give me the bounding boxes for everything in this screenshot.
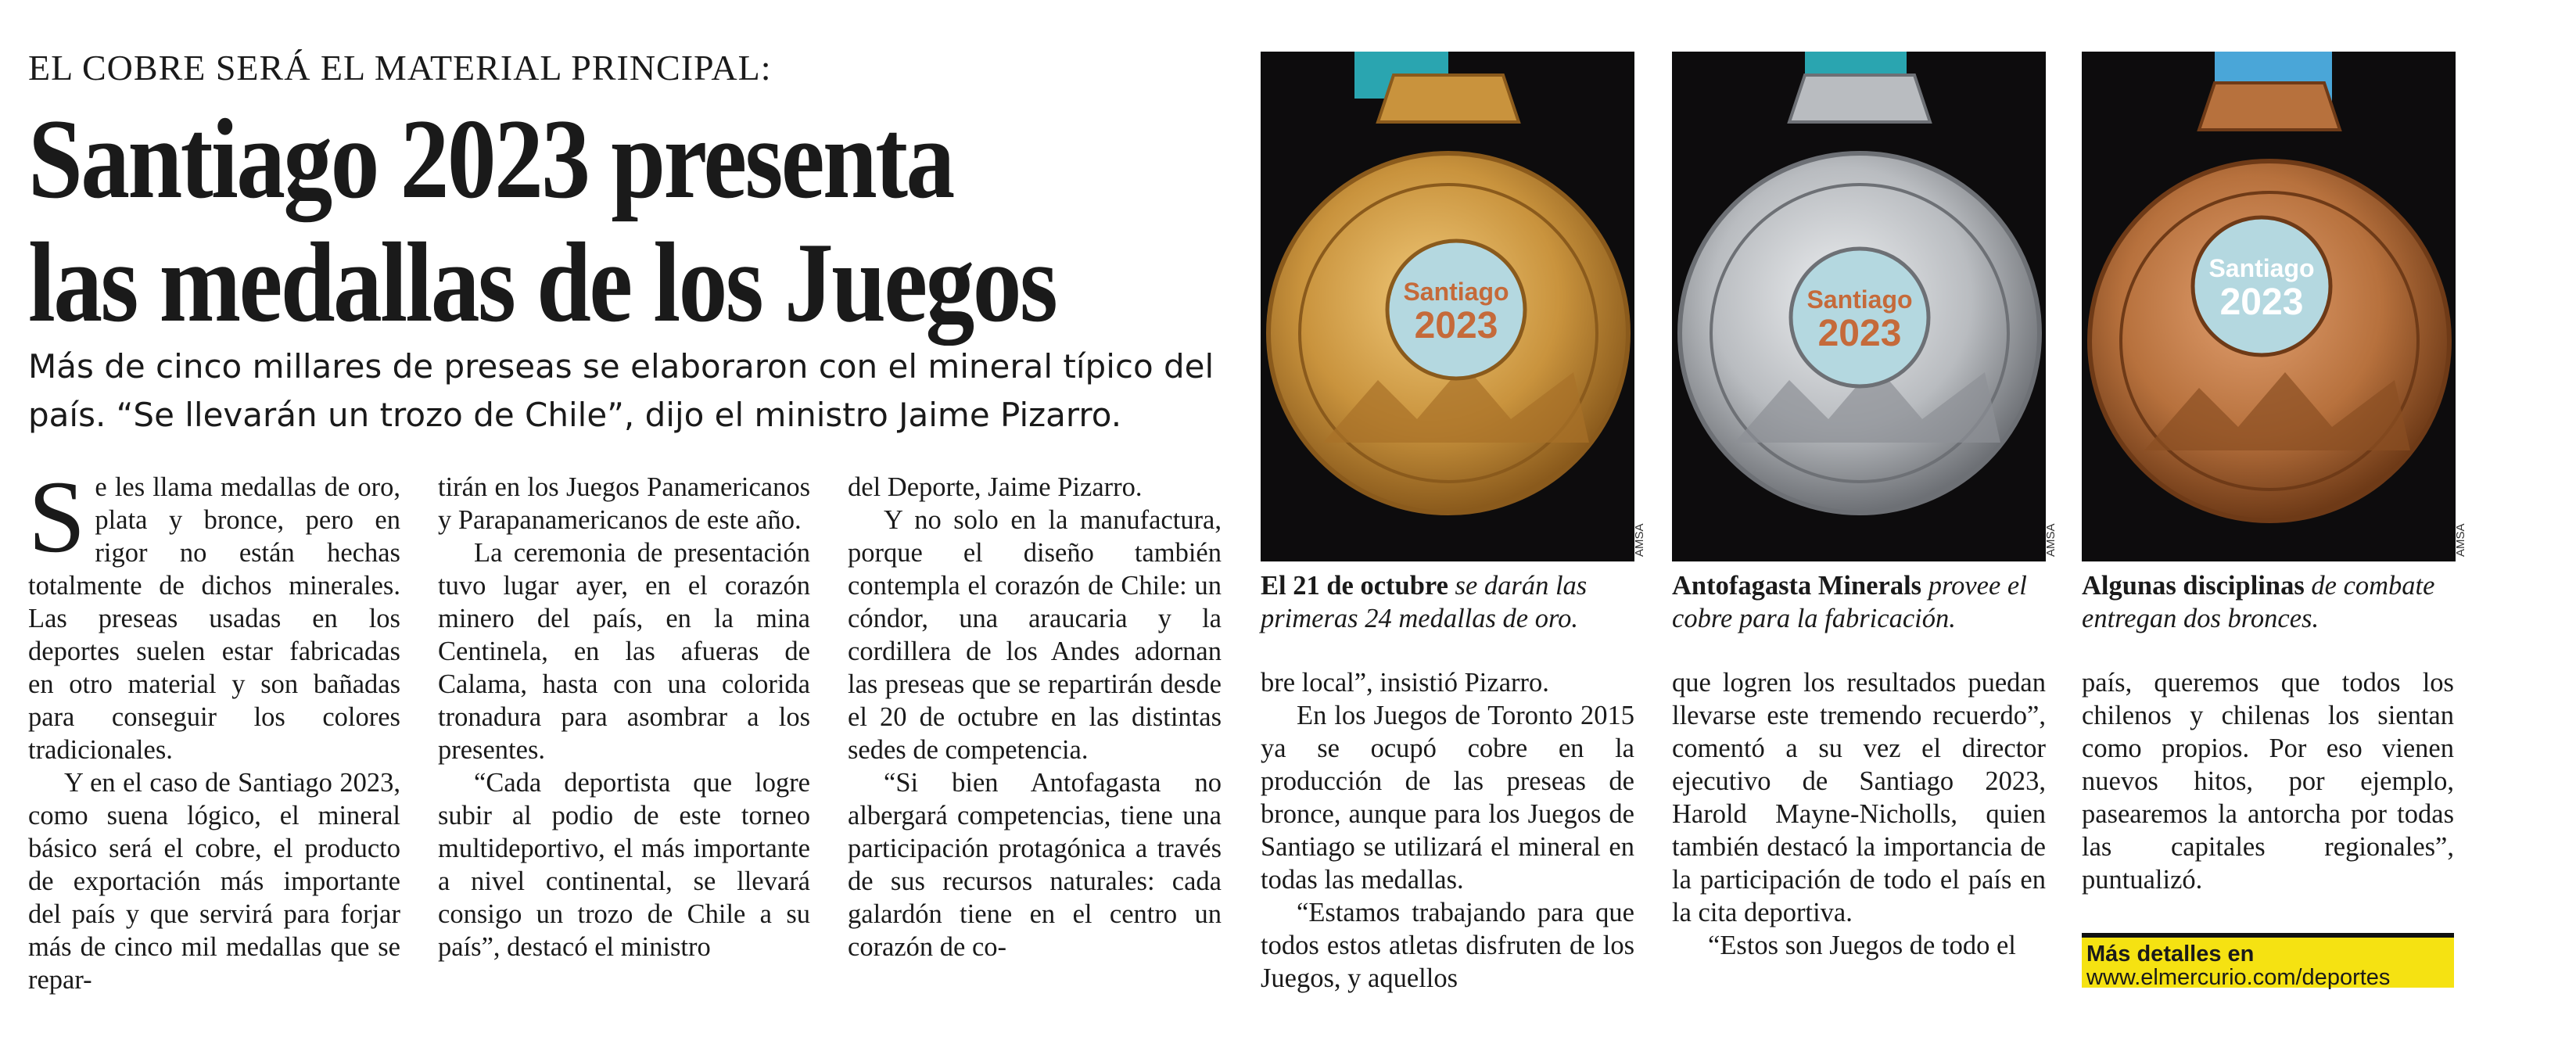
column-6 <box>2082 666 2454 896</box>
deck: Más de cinco millares de preseas se elaboraron con el mineral típico del país. “Se llevarán un trozo de Chile”, dijo el ministro Jaime Pizarro. <box>28 347 1214 434</box>
medal-image <box>1672 52 2046 561</box>
caption-italic: provee el cobre para la fabricación. <box>1672 571 2027 633</box>
photo-credit: AMSA <box>1633 523 1646 557</box>
caption-italic: se darán las primeras 24 medallas de oro. <box>1261 571 1588 633</box>
paragraph: que logren los resultados puedan llevarse este tremendo recuerdo”, comentó a su vez el director ejecutivo de Santiago 2023, Harold Mayne-Nicholls, quien también destacó la importancia de la participación de todo el país en la cita deportiva. <box>1672 668 2046 927</box>
caption-bold: Antofagasta Minerals <box>1672 571 1922 601</box>
column-4 <box>1261 666 1634 995</box>
column-1 <box>28 459 400 996</box>
caption-bold: El 21 de octubre <box>1261 571 1448 601</box>
medal-photo-bronze <box>2082 52 2456 561</box>
medal-year: 2023 <box>1414 305 1498 346</box>
drop-cap: S <box>28 459 86 574</box>
medal-image <box>1261 52 1634 561</box>
paragraph: del Deporte, Jaime Pizarro. <box>848 472 1143 502</box>
headline-line-2: las medallas de los Juegos <box>28 219 1057 346</box>
medal-text: Santiago <box>1403 278 1509 306</box>
caption-gold <box>1261 569 1636 635</box>
paragraph: “Estamos trabajando para que todos estos atletas disfruten de los Juegos, y aquellos <box>1261 898 1634 993</box>
paragraph: tirán en los Juegos Panamericanos y Parapanamericanos de este año. <box>438 472 810 535</box>
photo-credit: AMSA <box>2044 523 2058 557</box>
headline <box>28 97 1078 344</box>
caption-silver <box>1672 569 2047 635</box>
column-2 <box>438 471 810 963</box>
paragraph: “Estos son Juegos de todo el <box>1708 931 2016 960</box>
kicker: EL COBRE SERÁ EL MATERIAL PRINCIPAL: <box>28 48 772 88</box>
column-5 <box>1672 666 2046 962</box>
paragraph: “Cada deportista que logre subir al podio de este torneo multideportivo, el más importante a nivel continental, se llevará consigo un trozo de Chile a su país”, destacó el ministro <box>438 768 810 962</box>
medal-image <box>2082 52 2456 561</box>
photo-credit: AMSA <box>2454 523 2467 557</box>
paragraph: La ceremonia de presentación tuvo lugar ayer, en el corazón minero del país, en la mina Centinela, en las afueras de Calama, hasta con una colorida tronadura para asombrar a los presentes. <box>438 538 810 765</box>
more-details-link[interactable]: www.elmercurio.com/deportes <box>2086 965 2391 990</box>
paragraph: Y no solo en la manufactura, porque el diseño también contempla el corazón de Chile: un cóndor, una araucaria y la cordillera de los Andes adornan las preseas que se repartirán desde el 20 de octubre en las distintas sedes de competencia. <box>848 505 1222 765</box>
headline-line-1: Santiago 2023 presenta <box>28 95 953 222</box>
medal-text: Santiago <box>1806 285 1913 314</box>
paragraph: En los Juegos de Toronto 2015 ya se ocupó cobre en la producción de las preseas de bronce, aunque para los Juegos de Santiago se utilizará el mineral en todas las medallas. <box>1261 701 1634 895</box>
medal-year: 2023 <box>2219 282 2304 323</box>
paragraph: “Si bien Antofagasta no albergará competencias, tiene una participación protagónica a través de sus recursos naturales: cada galardón tiene en el centro un corazón de co- <box>848 768 1222 962</box>
caption-italic: de combate entregan dos bronces. <box>2082 571 2435 633</box>
paragraph: Y en el caso de Santiago 2023, como suena lógico, el mineral básico será el cobre, el producto de exportación más importante del país y que servirá para forjar más de cinco mil medallas que se repar- <box>28 768 400 995</box>
paragraph: bre local”, insistió Pizarro. <box>1261 668 1549 698</box>
paragraph: país, queremos que todos los chilenos y chilenas los sientan como propios. Por eso vienen nuevos hitos, por ejemplo, pasearemos la antorcha por todas las capitales regionales”, puntualizó. <box>2082 668 2454 895</box>
medal-year: 2023 <box>1817 313 1902 354</box>
caption-bold: Algunas disciplinas <box>2082 571 2305 601</box>
medal-text: Santiago <box>2208 254 2315 282</box>
medal-photo-silver <box>1672 52 2046 561</box>
more-details-label: Más detalles en <box>2086 942 2255 967</box>
caption-bronze <box>2082 569 2457 635</box>
column-3 <box>848 471 1222 963</box>
paragraph: Se les llama medallas de oro, plata y bronce, pero en rigor no están hechas totalmente de dichos minerales. Las preseas usadas en los deportes suelen estar fabricadas en otro material y son bañadas para conseguir los colores tradicionales. <box>28 459 400 765</box>
medal-photo-gold <box>1261 52 1634 561</box>
more-details-box[interactable] <box>2082 933 2454 988</box>
